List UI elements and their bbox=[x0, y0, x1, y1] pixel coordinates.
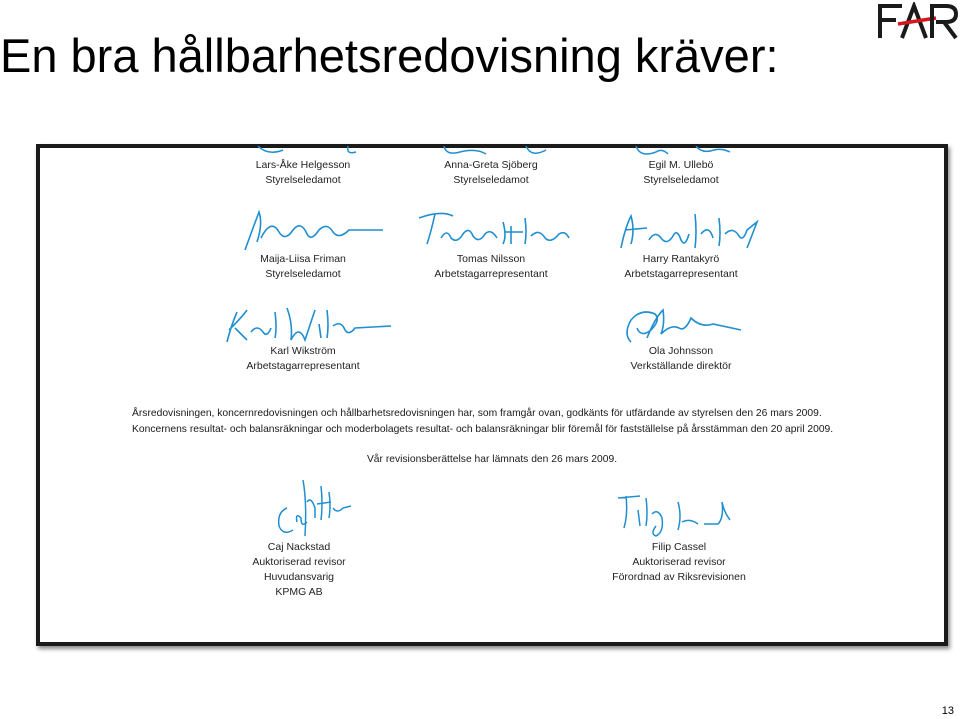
auditor-name: Caj Nackstad bbox=[267, 541, 331, 553]
auditor-role: Auktoriserad revisor bbox=[252, 556, 346, 568]
signature-scribble bbox=[411, 208, 571, 252]
signatory-role: Styrelseledamot bbox=[265, 174, 341, 186]
slide-title: En bra hållbarhetsredovisning kräver: bbox=[0, 29, 779, 82]
signature-block bbox=[396, 146, 586, 188]
signatory-role: Arbetstagarrepresentant bbox=[246, 360, 360, 372]
signature-block bbox=[208, 146, 398, 188]
signature-scribble bbox=[606, 146, 756, 158]
page-number: 13 bbox=[941, 705, 954, 717]
signature-block bbox=[208, 304, 398, 374]
signatory-role: Arbetstagarrepresentant bbox=[624, 268, 738, 280]
auditor-signature-block bbox=[204, 478, 394, 600]
far-logo bbox=[876, 2, 960, 42]
signatory-role: Styrelseledamot bbox=[643, 174, 719, 186]
signatory-role: Styrelseledamot bbox=[265, 268, 341, 280]
signatory-name: Karl Wikström bbox=[270, 345, 336, 357]
signatory-role: Verkställande direktör bbox=[630, 360, 732, 372]
signatory-role: Styrelseledamot bbox=[453, 174, 529, 186]
auditor-role: Auktoriserad revisor bbox=[632, 556, 726, 568]
annual-report-signature-page bbox=[36, 144, 948, 646]
signatory-name: Tomas Nilsson bbox=[456, 253, 526, 265]
signature-block bbox=[208, 208, 398, 282]
signature-block bbox=[586, 146, 776, 188]
signatory-name: Maija-Liisa Friman bbox=[260, 253, 346, 265]
signatory-name: Lars-Åke Helgesson bbox=[255, 159, 351, 171]
signatory-name: Anna-Greta Sjöberg bbox=[444, 159, 538, 171]
audit-report-line: Vår revisionsberättelse har lämnats den 26 mars 2009. bbox=[366, 454, 618, 465]
approval-sentence: Årsredovisningen, koncernredovisningen och hållbarhetsredovisningen har, som framgår ovan, godkänts för utfärdande av styrelsen den 26 mars 2009. bbox=[132, 408, 822, 419]
auditor-name: Filip Cassel bbox=[651, 541, 707, 553]
adoption-sentence: Koncernens resultat- och balansräkningar och moderbolagets resultat- och balansräkningar blir föremål för fastställelse på årsstämman den 20 april 2009. bbox=[132, 423, 834, 435]
signature-scribble bbox=[416, 146, 566, 158]
auditor-signature-block bbox=[584, 478, 774, 585]
approval-paragraph bbox=[132, 406, 860, 437]
signature-block bbox=[586, 208, 776, 282]
signature-scribble bbox=[604, 478, 754, 540]
signatory-name: Egil M. Ullebö bbox=[648, 159, 714, 171]
signature-block bbox=[396, 208, 586, 282]
signature-scribble bbox=[239, 478, 359, 540]
auditor-appointment: Förordnad av Riksrevisionen bbox=[612, 571, 746, 583]
audit-firm: KPMG AB bbox=[275, 586, 323, 598]
signatory-role: Arbetstagarrepresentant bbox=[434, 268, 548, 280]
signatory-name: Harry Rantakyrö bbox=[642, 253, 720, 265]
signature-scribble bbox=[228, 146, 378, 158]
signatory-name: Ola Johnsson bbox=[648, 345, 714, 357]
signature-scribble bbox=[601, 208, 761, 252]
signature-block bbox=[586, 304, 776, 374]
signature-scribble bbox=[213, 304, 393, 344]
signature-scribble bbox=[601, 304, 761, 344]
auditor-responsibility: Huvudansvarig bbox=[263, 571, 335, 583]
signature-scribble bbox=[223, 208, 383, 252]
